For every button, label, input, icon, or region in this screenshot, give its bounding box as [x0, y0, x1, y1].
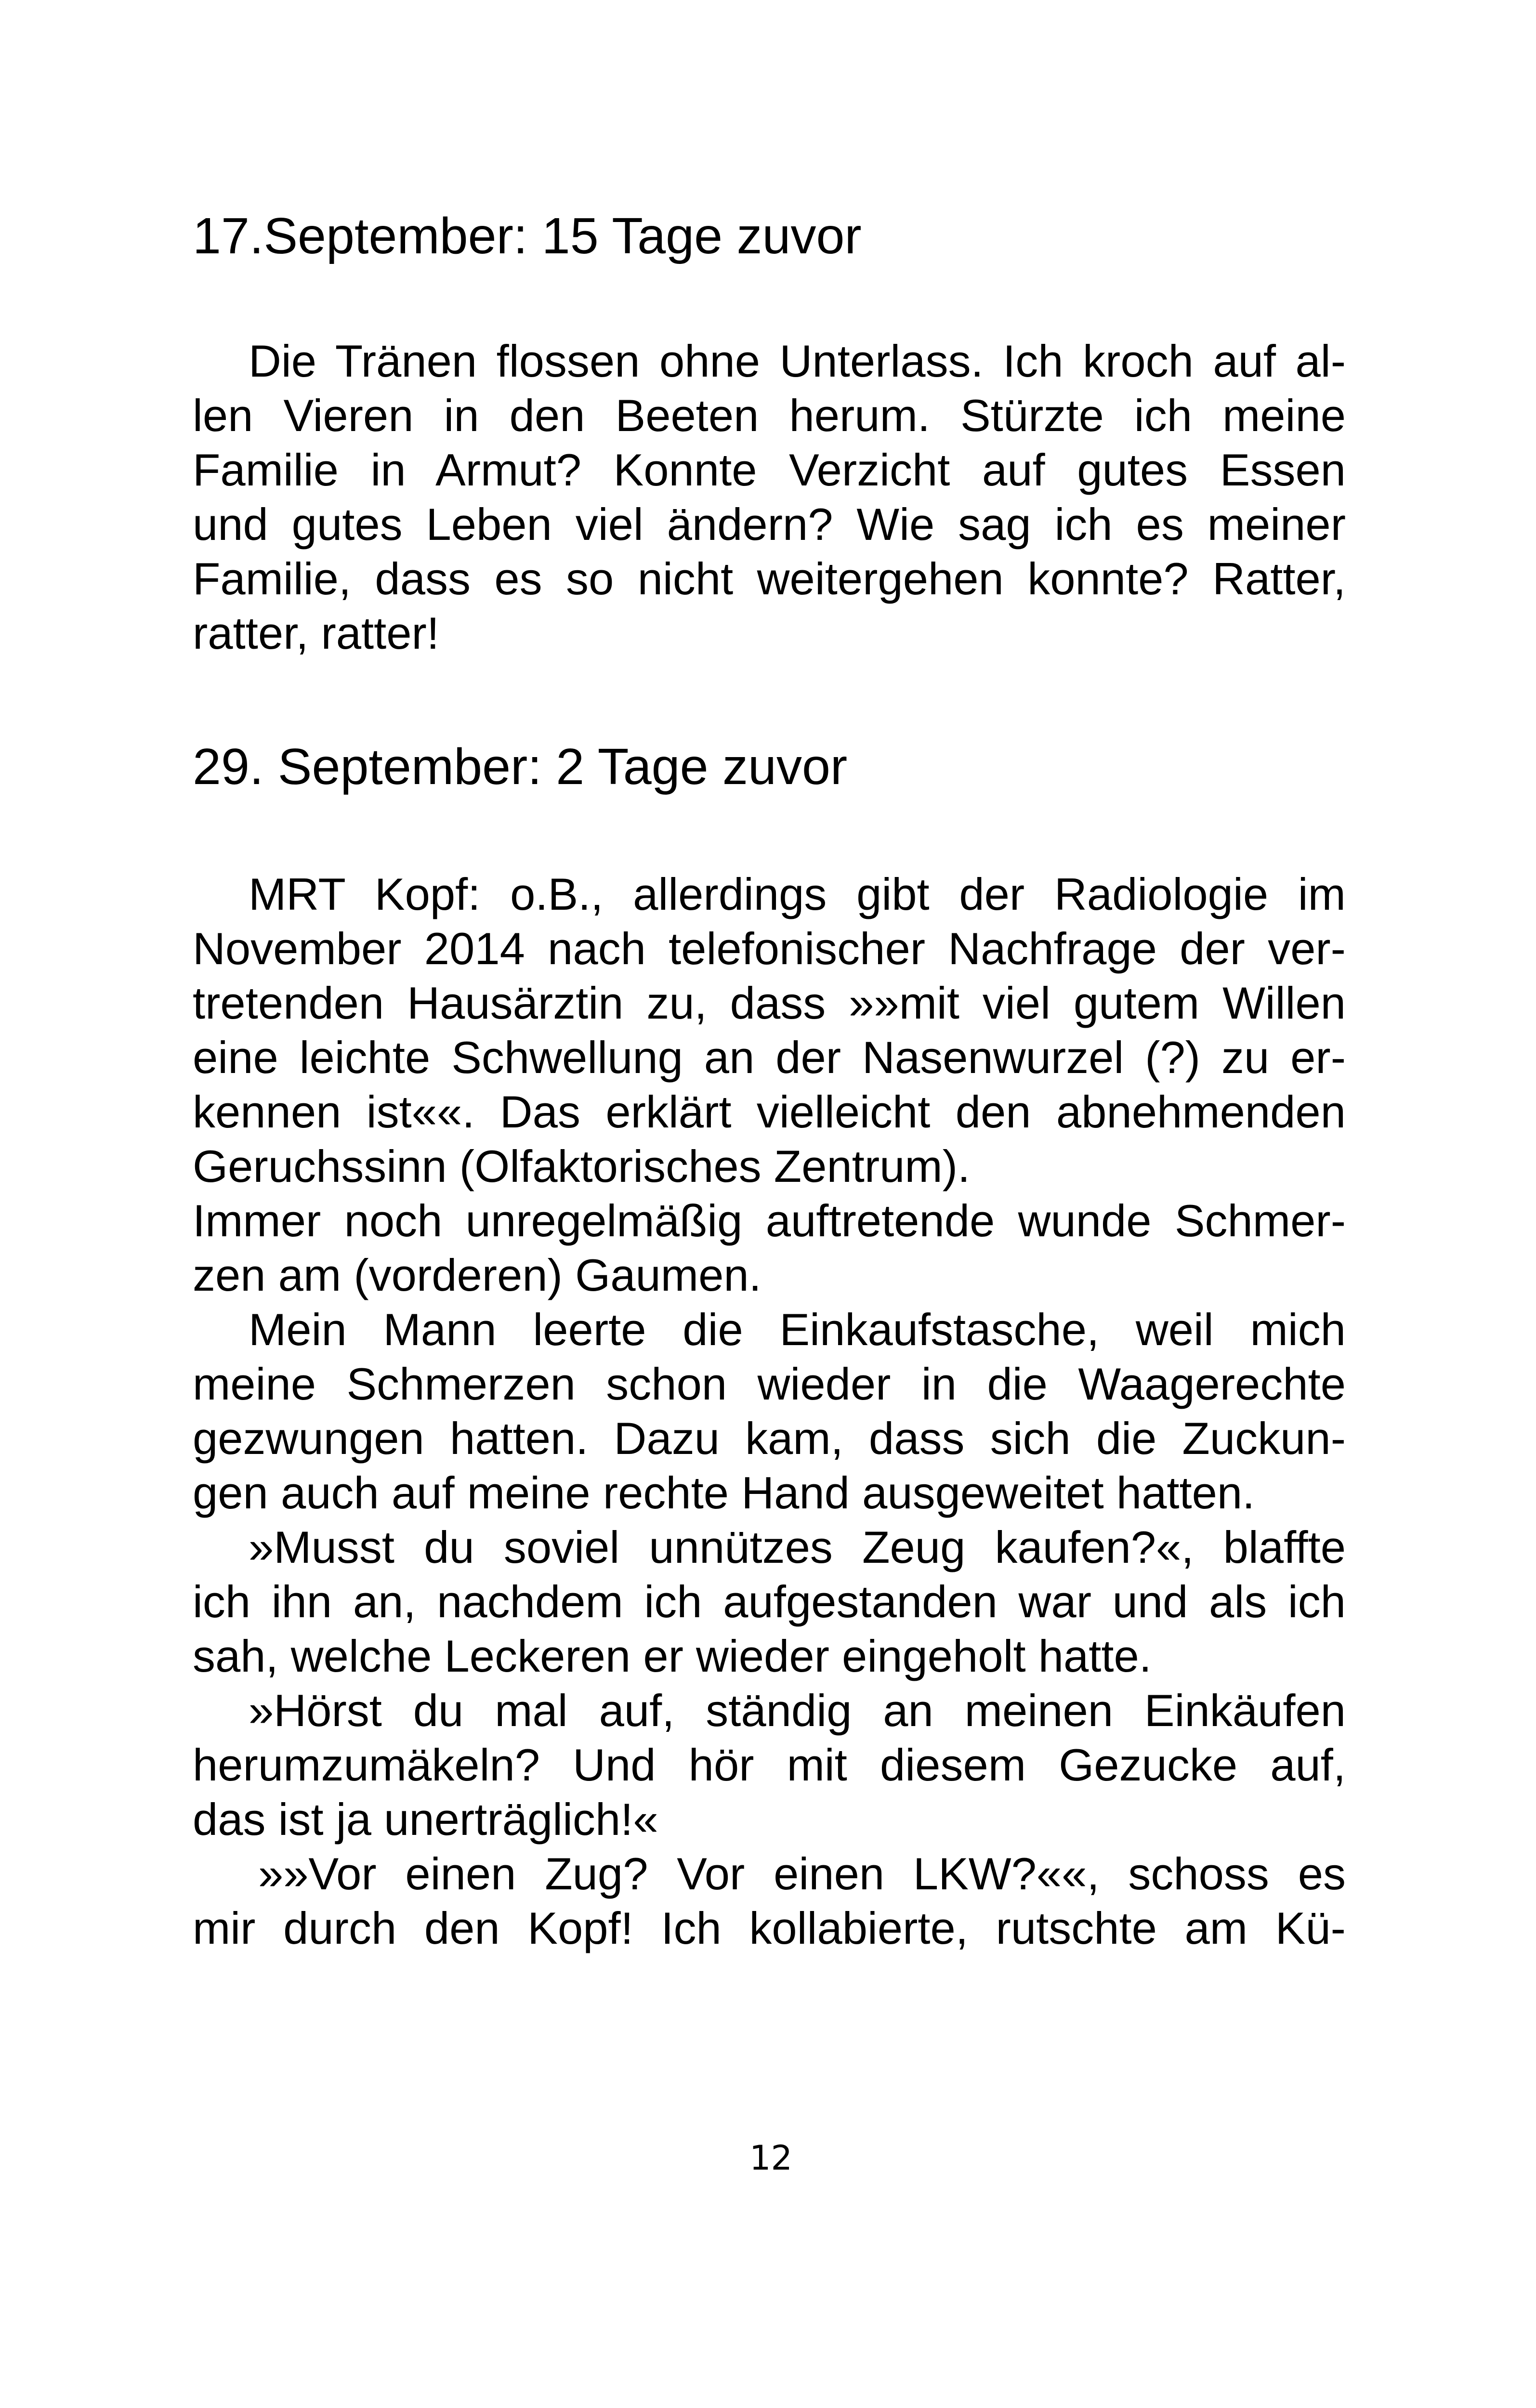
text-line: Geruchssinn (Olfaktorisches Zentrum).: [193, 1141, 971, 1191]
text-line: Familie, dass es so nicht weitergehen konnte? Ratter,: [193, 553, 1346, 604]
text-line: Immer noch unregelmäßig auftretende wunde Schmer-: [193, 1195, 1346, 1246]
text-line: und gutes Leben viel ändern? Wie sag ich es meiner: [193, 499, 1346, 550]
text-line: ratter, ratter!: [193, 608, 439, 658]
text-line: tretenden Hausärztin zu, dass »»mit viel gutem Willen: [193, 978, 1346, 1028]
page-number: 12: [749, 2138, 793, 2178]
text-line: ich ihn an, nachdem ich aufgestanden war und als ich: [193, 1576, 1346, 1627]
text-line: »Hörst du mal auf, ständig an meinen Einkäufen: [249, 1685, 1346, 1736]
text-line: sah, welche Leckeren er wieder eingeholt hatte.: [193, 1631, 1152, 1681]
text-line: gen auch auf meine rechte Hand ausgeweitet hatten.: [193, 1467, 1255, 1518]
text-line: »»Vor einen Zug? Vor einen LKW?««, schoss es: [258, 1848, 1346, 1899]
text-line: kennen ist««. Das erklärt vielleicht den abnehmenden: [193, 1086, 1346, 1137]
text-line: Familie in Armut? Konnte Verzicht auf gutes Essen: [193, 445, 1346, 495]
text-line: Die Tränen flossen ohne Unterlass. Ich kroch auf al-: [249, 336, 1346, 386]
text-line: das ist ja unerträglich!«: [193, 1794, 658, 1845]
text-line: »Musst du soviel unnützes Zeug kaufen?«, blaffte: [249, 1522, 1346, 1572]
text-line: MRT Kopf: o.B., allerdings gibt der Radiologie im: [249, 869, 1346, 919]
text-line: len Vieren in den Beeten herum. Stürzte ich meine: [193, 390, 1346, 441]
section-body: [193, 334, 1346, 660]
text-line: herumzumäkeln? Und hör mit diesem Gezucke auf,: [193, 1740, 1346, 1790]
text-line: meine Schmerzen schon wieder in die Waagerechte: [193, 1359, 1346, 1409]
text-line: zen am (vorderen) Gaumen.: [193, 1250, 761, 1300]
text-line: mir durch den Kopf! Ich kollabierte, rutschte am Kü-: [193, 1903, 1346, 1953]
section-heading: 29. September: 2 Tage zuvor: [193, 738, 848, 795]
text-line: eine leichte Schwellung an der Nasenwurzel (?) zu er-: [193, 1032, 1346, 1083]
text-line: gezwungen hatten. Dazu kam, dass sich die Zuckun-: [193, 1413, 1346, 1464]
text-line: November 2014 nach telefonischer Nachfrage der ver-: [193, 923, 1346, 974]
section-body: [193, 867, 1346, 1955]
section-heading: 17.September: 15 Tage zuvor: [193, 208, 862, 264]
text-line: Mein Mann leerte die Einkaufstasche, weil mich: [249, 1304, 1346, 1355]
